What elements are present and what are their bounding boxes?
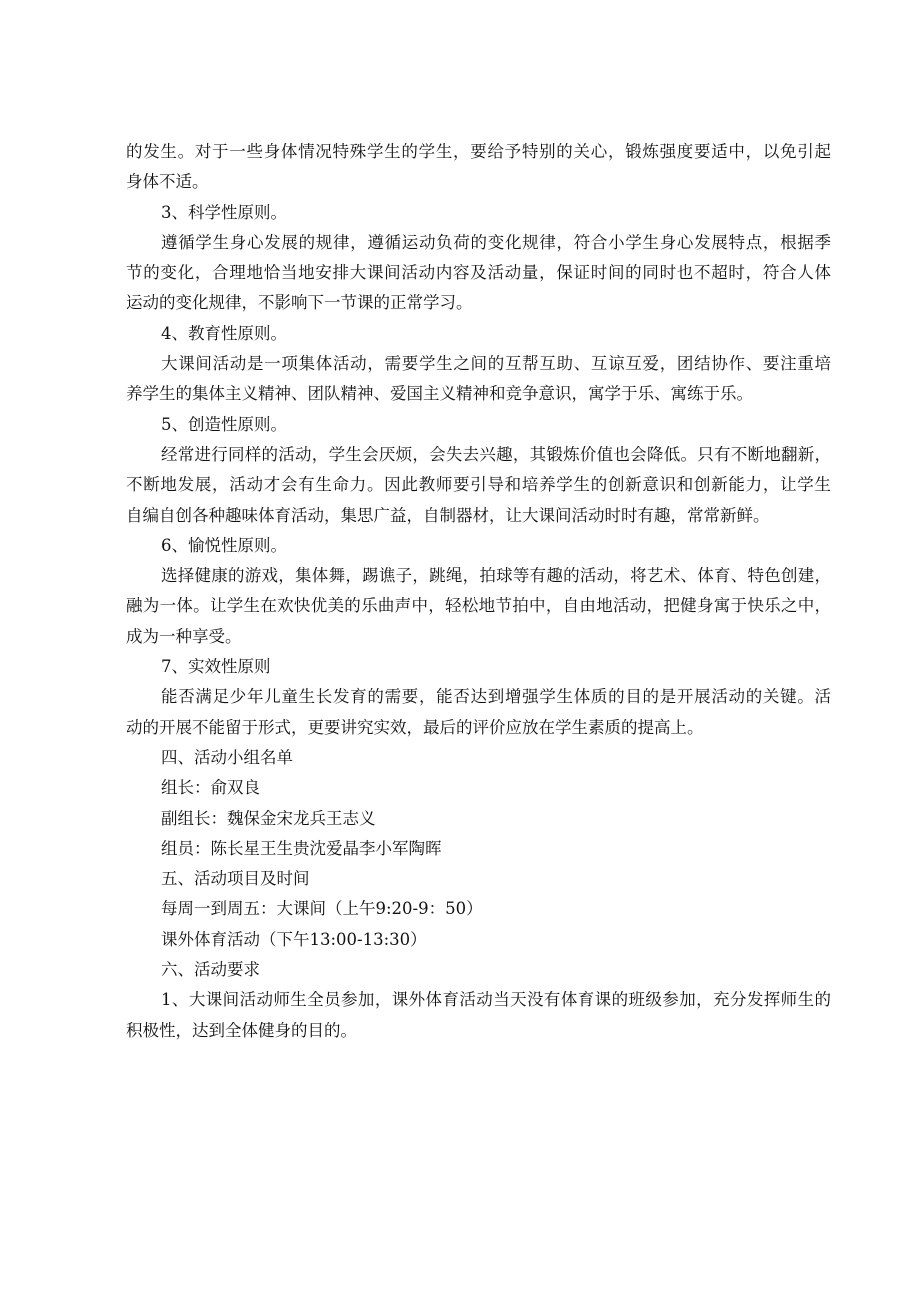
text-line: 成为一种享受。 [126,626,242,646]
text-line: 组长：俞双良 [161,778,260,798]
text-line: 选择健康的游戏，集体舞，踢谯子，跳绳，拍球等有趣的活动，将艺术、体育、特色创建， [161,566,831,586]
document-body [126,137,831,1046]
text-line: 节的变化，合理地恰当地安排大课间活动内容及活动量，保证时间的同时也不超时，符合人体 [126,263,831,283]
section-heading: 3、科学性原则。 [161,202,287,222]
section-heading: 4、教育性原则。 [161,323,287,343]
section-heading: 五、活动项目及时间 [161,869,310,889]
section-heading: 6、愉悦性原则。 [161,535,287,555]
text-line: 经常进行同样的活动，学生会厌烦，会失去兴趣，其锻炼价值也会降低。只有不断地翻新， [161,444,831,464]
section-heading: 7、实效性原则 [161,657,271,677]
text-line: 自编自创各种趣味体育活动，集思广益，自制器材，让大课间活动时时有趣，常常新鲜。 [126,505,770,525]
text-line: 1、大课间活动师生全员参加，课外体育活动当天没有体育课的班级参加，充分发挥师生的 [161,990,831,1010]
text-line: 动的开展不能留于形式，更要讲究实效，最后的评价应放在学生素质的提高上。 [126,717,704,737]
text-line: 每周一到周五：大课间（上午9:20-9：50） [161,899,483,919]
text-line: 积极性，达到全体健身的目的。 [126,1020,357,1040]
text-line: 运动的变化规律，不影响下一节课的正常学习。 [126,293,473,313]
text-line: 能否满足少年儿童生长发育的需要，能否达到增强学生体质的目的是开展活动的关键。活 [161,687,831,707]
text-line: 养学生的集体主义精神、团队精神、爱国主义精神和竞争意识，寓学于乐、寓练于乐。 [126,384,753,404]
section-heading: 四、活动小组名单 [161,747,293,767]
text-line: 遵循学生身心发展的规律，遵循运动负荷的变化规律，符合小学生身心发展特点，根据季 [161,232,831,252]
text-line: 融为一体。让学生在欢快优美的乐曲声中，轻松地节拍中，自由地活动，把健身寓于快乐之中， [126,596,831,616]
text-line: 身体不适。 [126,172,209,192]
text-line: 不断地发展，活动才会有生命力。因此教师要引导和培养学生的创新意识和创新能力，让学生 [126,475,831,495]
section-heading: 六、活动要求 [161,960,260,980]
section-heading: 5、创造性原则。 [161,414,287,434]
text-line: 课外体育活动（下午13:00-13:30） [161,929,427,949]
text-line: 组员：陈长星王生贵沈爱晶李小军陶晖 [161,838,442,858]
text-line: 大课间活动是一项集体活动，需要学生之间的互帮互助、互谅互爱，团结协作、要注重培 [161,354,831,374]
text-line: 副组长：魏保金宋龙兵王志义 [161,808,376,828]
text-line: 的发生。对于一些身体情况特殊学生的学生，要给予特别的关心，锻炼强度要适中，以免引起 [126,142,831,161]
